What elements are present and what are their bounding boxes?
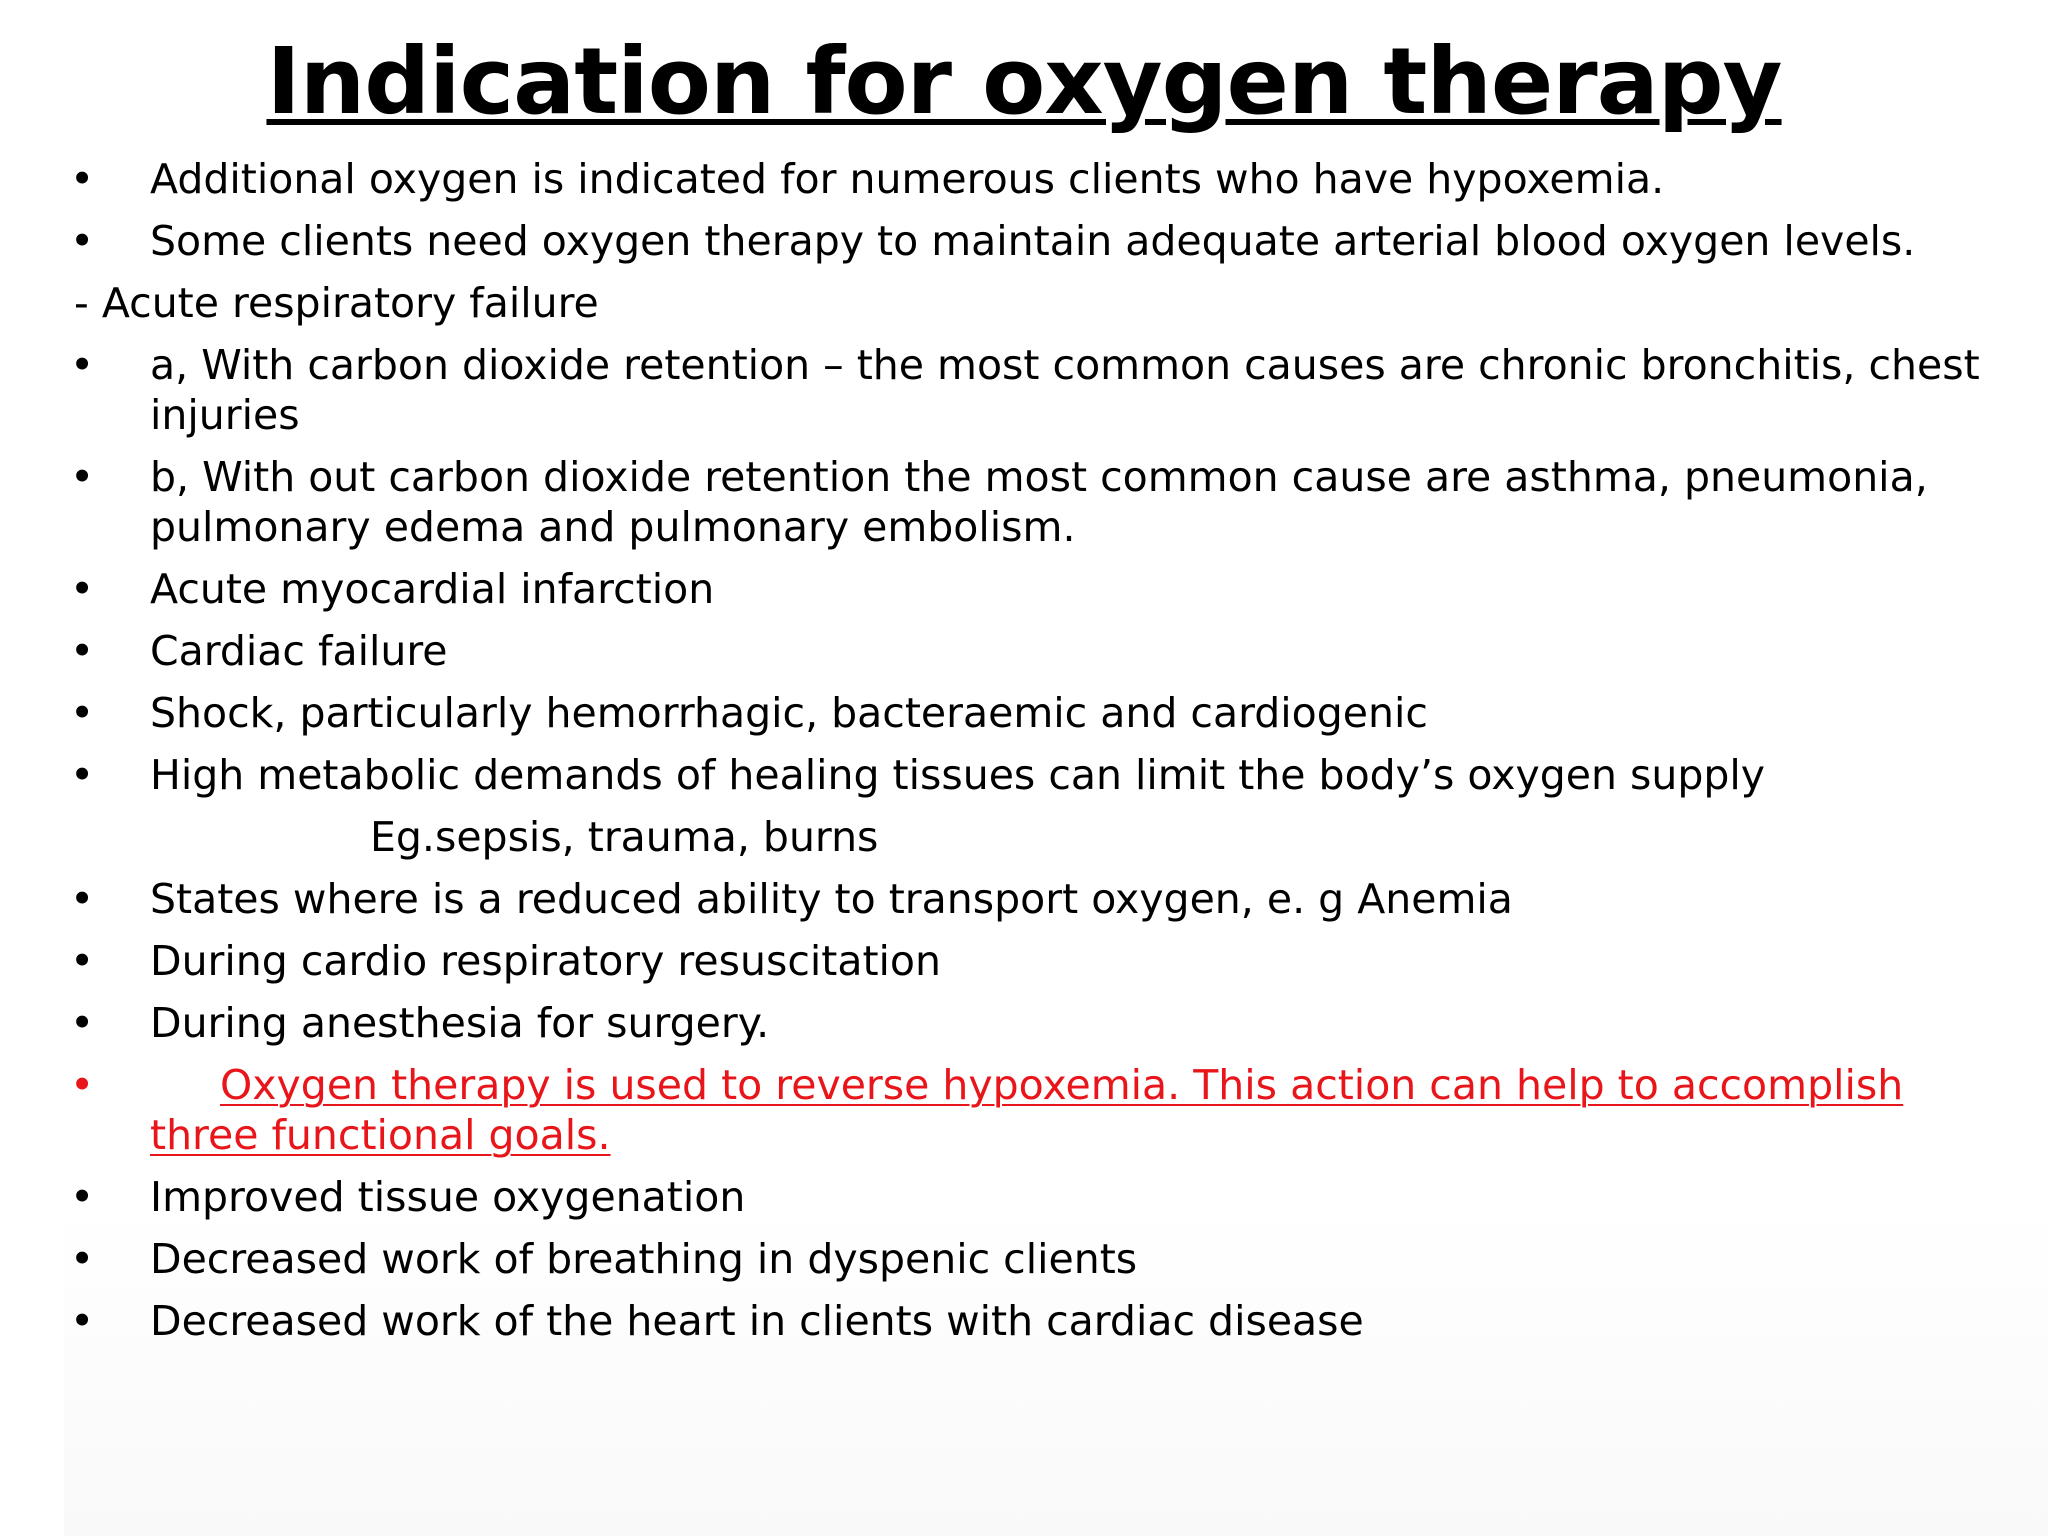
list-item-text: a, With carbon dioxide retention – the most common causes are chronic bronchitis, chest injuries [150,341,1980,439]
bullet-icon: • [70,453,95,501]
bullet-icon: • [70,155,95,203]
list-item [70,154,2020,204]
list-item [70,688,2020,738]
list-item-text: Additional oxygen is indicated for numerous clients who have hypoxemia. [150,155,1665,203]
list-item [70,452,2020,552]
list-item [70,1296,2020,1346]
bullet-list [70,154,2020,1358]
list-item [70,278,2020,328]
bullet-icon: • [70,217,95,265]
list-item-text: - Acute respiratory failure [74,279,599,327]
list-item [70,1060,2020,1160]
bullet-icon: • [70,1173,95,1221]
list-item-text: Acute myocardial infarction [150,565,715,613]
list-item [70,998,2020,1048]
list-item [70,936,2020,986]
list-item-text: Eg.sepsis, trauma, burns [370,813,879,861]
list-item-text: During cardio respiratory resuscitation [150,937,941,985]
bullet-icon: • [70,689,95,737]
highlight-text: Oxygen therapy is used to reverse hypoxemia. This action can help to accomplish three functional goals. [150,1061,1904,1159]
list-item-text: High metabolic demands of healing tissues can limit the body’s oxygen supply [150,751,1766,799]
list-item [70,1234,2020,1284]
bullet-icon: • [70,937,95,985]
list-item-text: Improved tissue oxygenation [150,1173,746,1221]
list-item-text: b, With out carbon dioxide retention the most common cause are asthma, pneumonia, pulmonary edema and pulmonary embolism. [150,453,1928,551]
bullet-icon: • [70,875,95,923]
bullet-icon: • [70,999,95,1047]
bullet-icon: • [70,1297,95,1345]
list-item-text: Shock, particularly hemorrhagic, bacteraemic and cardiogenic [150,689,1428,737]
bullet-icon: • [70,1061,95,1109]
list-item [70,626,2020,676]
list-item [70,1172,2020,1222]
list-item-text: Some clients need oxygen therapy to maintain adequate arterial blood oxygen levels. [150,217,1916,265]
list-item [70,564,2020,614]
list-item-text: During anesthesia for surgery. [150,999,770,1047]
list-item [70,874,2020,924]
list-item-text: States where is a reduced ability to transport oxygen, e. g Anemia [150,875,1513,923]
bullet-icon: • [70,627,95,675]
bullet-icon: • [70,1235,95,1283]
list-item [70,216,2020,266]
list-item [70,340,2020,440]
list-item-text: Decreased work of the heart in clients with cardiac disease [150,1297,1364,1345]
bullet-icon: • [70,341,95,389]
list-item-text: Decreased work of breathing in dyspenic clients [150,1235,1138,1283]
list-item [70,812,2020,862]
bullet-icon: • [70,565,95,613]
bullet-icon: • [70,751,95,799]
slide-title: Indication for oxygen therapy [266,28,1782,135]
list-item-text [150,1061,1903,1159]
list-item [70,750,2020,800]
list-item-text: Cardiac failure [150,627,448,675]
